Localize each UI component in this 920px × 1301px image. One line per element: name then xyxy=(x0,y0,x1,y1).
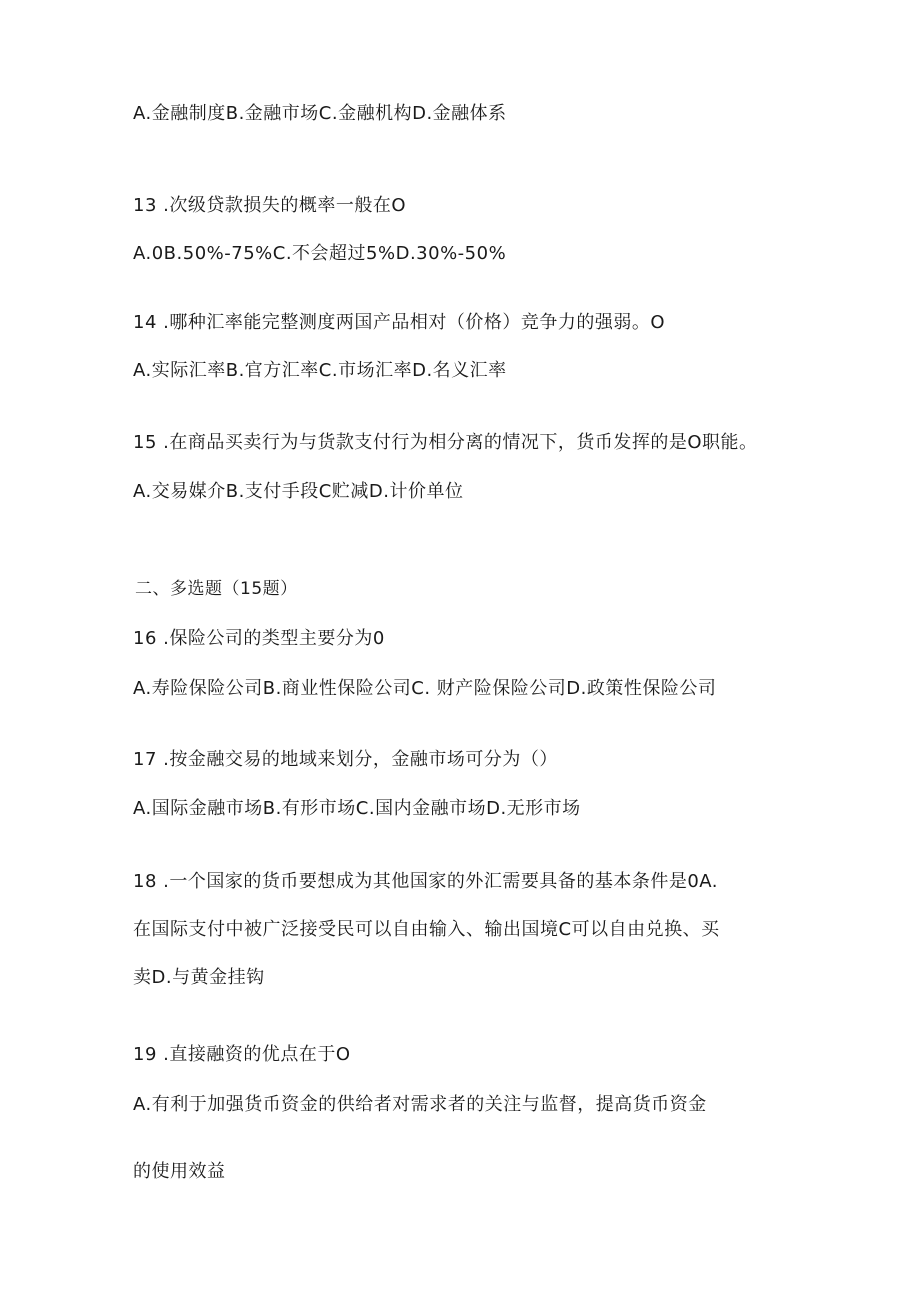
q13-question: 13 .次级贷款损失的概率一般在O xyxy=(133,195,407,216)
q18-question-line-2: 在国际支付中被广泛接受民可以自由输入、输出国境C可以自由兑换、买 xyxy=(133,919,720,940)
q14-options: A.实际汇率B.官方汇率C.市场汇率D.名义汇率 xyxy=(133,360,507,381)
q12-options: A.金融制度B.金融市场C.金融机构D.金融体系 xyxy=(133,103,507,124)
q19-question: 19 .直接融资的优点在于O xyxy=(133,1044,351,1065)
q16-question: 16 .保险公司的类型主要分为0 xyxy=(133,628,385,649)
q19-option-a-line-2: 的使用效益 xyxy=(133,1161,226,1182)
q15-question: 15 .在商品买卖行为与货款支付行为相分离的情况下，货币发挥的是O职能。 xyxy=(133,432,758,453)
q18-question-line-1: 18 .一个国家的货币要想成为其他国家的外汇需要具备的基本条件是0A. xyxy=(133,871,719,892)
section-heading: 二、多选题（15题） xyxy=(135,579,298,599)
q13-options: A.0B.50%-75%C.不会超过5%D.30%-50% xyxy=(133,243,507,264)
q15-options: A.交易媒介B.支付手段C贮减D.计价单位 xyxy=(133,481,464,502)
q19-option-a-line-1: A.有利于加强货币资金的供给者对需求者的关注与监督，提高货币资金 xyxy=(133,1094,707,1115)
q17-options: A.国际金融市场B.有形市场C.国内金融市场D.无形市场 xyxy=(133,798,581,819)
q14-question: 14 .哪种汇率能完整测度两国产品相对（价格）竞争力的强弱。O xyxy=(133,312,666,333)
q16-options: A.寿险保险公司B.商业性保险公司C. 财产险保险公司D.政策性保险公司 xyxy=(133,678,717,699)
q17-question: 17 .按金融交易的地域来划分，金融市场可分为（） xyxy=(133,749,558,770)
q18-question-line-3: 卖D.与黄金挂钩 xyxy=(133,967,265,988)
